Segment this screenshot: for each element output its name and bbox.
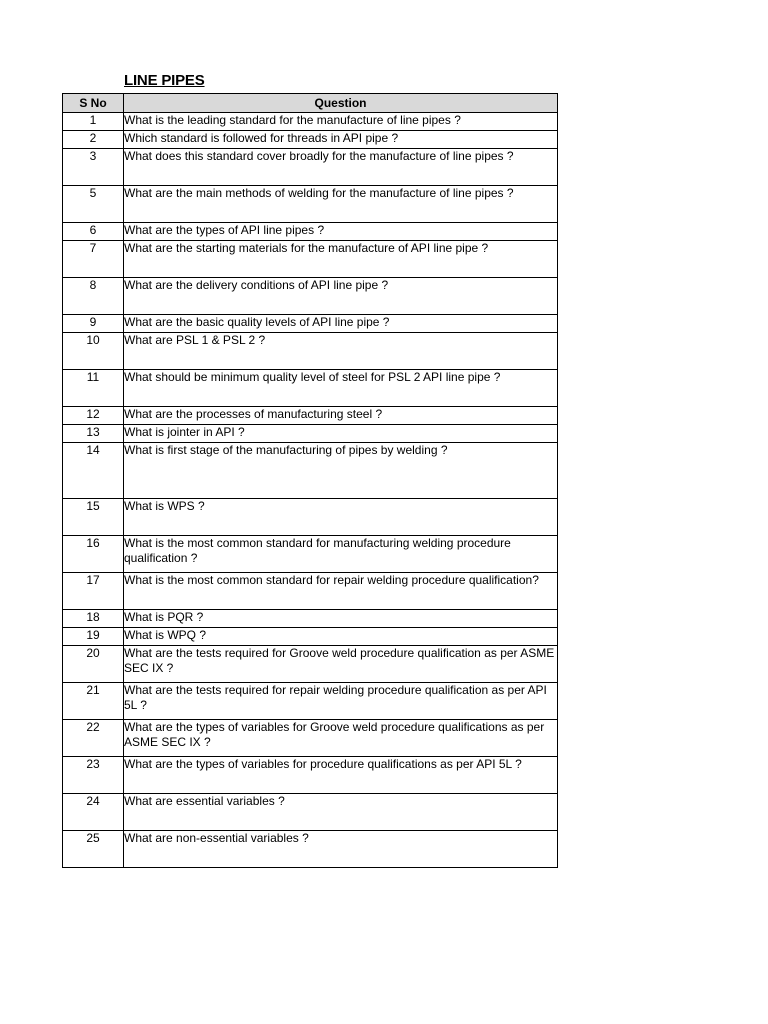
row-sno: 21 <box>63 683 124 720</box>
row-question: What are the basic quality levels of API line pipe ? <box>124 315 558 333</box>
table-row <box>63 720 558 757</box>
row-question: What are the types of variables for procedure qualifications as per API 5L ? <box>124 757 558 794</box>
table-row <box>63 223 558 241</box>
table-row <box>63 113 558 131</box>
row-sno: 10 <box>63 333 124 370</box>
row-sno: 3 <box>63 149 124 186</box>
row-sno: 8 <box>63 278 124 315</box>
row-sno: 9 <box>63 315 124 333</box>
table-row <box>63 149 558 186</box>
row-sno: 13 <box>63 425 124 443</box>
row-question: What are essential variables ? <box>124 794 558 831</box>
table-row <box>63 186 558 223</box>
table-row <box>63 610 558 628</box>
table-row <box>63 425 558 443</box>
row-question: What is WPS ? <box>124 499 558 536</box>
table-row <box>63 794 558 831</box>
table-row <box>63 315 558 333</box>
row-sno: 12 <box>63 407 124 425</box>
row-question: What is the most common standard for repair welding procedure qualification? <box>124 573 558 610</box>
table-row <box>63 499 558 536</box>
page-title: LINE PIPES <box>124 72 205 89</box>
row-sno: 20 <box>63 646 124 683</box>
table-row <box>63 131 558 149</box>
row-sno: 14 <box>63 443 124 499</box>
row-question: What are the main methods of welding for the manufacture of line pipes ? <box>124 186 558 223</box>
row-question: What is PQR ? <box>124 610 558 628</box>
table-row <box>63 573 558 610</box>
row-sno: 22 <box>63 720 124 757</box>
row-sno: 15 <box>63 499 124 536</box>
row-question: What is the leading standard for the manufacture of line pipes ? <box>124 113 558 131</box>
row-question: What are the delivery conditions of API line pipe ? <box>124 278 558 315</box>
row-question: Which standard is followed for threads in API pipe ? <box>124 131 558 149</box>
table-row <box>63 628 558 646</box>
table-row <box>63 443 558 499</box>
table-row <box>63 757 558 794</box>
table-row <box>63 333 558 370</box>
row-question: What should be minimum quality level of steel for PSL 2 API line pipe ? <box>124 370 558 407</box>
table-header-row <box>63 94 558 113</box>
row-sno: 19 <box>63 628 124 646</box>
row-question: What does this standard cover broadly for the manufacture of line pipes ? <box>124 149 558 186</box>
row-sno: 5 <box>63 186 124 223</box>
row-question: What is first stage of the manufacturing of pipes by welding ? <box>124 443 558 499</box>
table-row <box>63 241 558 278</box>
row-sno: 1 <box>63 113 124 131</box>
table-row <box>63 407 558 425</box>
row-question: What are the types of variables for Groove weld procedure qualifications as per ASME SEC IX ? <box>124 720 558 757</box>
row-question: What are non-essential variables ? <box>124 831 558 868</box>
table-row <box>63 370 558 407</box>
row-sno: 2 <box>63 131 124 149</box>
row-question: What are the tests required for repair welding procedure qualification as per API 5L ? <box>124 683 558 720</box>
row-question: What is WPQ ? <box>124 628 558 646</box>
row-question: What are the types of API line pipes ? <box>124 223 558 241</box>
row-sno: 6 <box>63 223 124 241</box>
table-row <box>63 646 558 683</box>
row-question: What are the processes of manufacturing steel ? <box>124 407 558 425</box>
row-question: What are the tests required for Groove weld procedure qualification as per ASME SEC IX ? <box>124 646 558 683</box>
table-row <box>63 683 558 720</box>
row-sno: 11 <box>63 370 124 407</box>
row-sno: 23 <box>63 757 124 794</box>
row-sno: 24 <box>63 794 124 831</box>
row-sno: 17 <box>63 573 124 610</box>
row-sno: 25 <box>63 831 124 868</box>
table-row <box>63 831 558 868</box>
row-question: What are PSL 1 & PSL 2 ? <box>124 333 558 370</box>
row-question: What is the most common standard for manufacturing welding procedure qualification ? <box>124 536 558 573</box>
header-question: Question <box>124 94 558 113</box>
table-row <box>63 536 558 573</box>
questions-table <box>62 93 558 868</box>
table-row <box>63 278 558 315</box>
row-question: What is jointer in API ? <box>124 425 558 443</box>
row-question: What are the starting materials for the manufacture of API line pipe ? <box>124 241 558 278</box>
row-sno: 16 <box>63 536 124 573</box>
header-sno: S No <box>63 94 124 113</box>
row-sno: 18 <box>63 610 124 628</box>
row-sno: 7 <box>63 241 124 278</box>
